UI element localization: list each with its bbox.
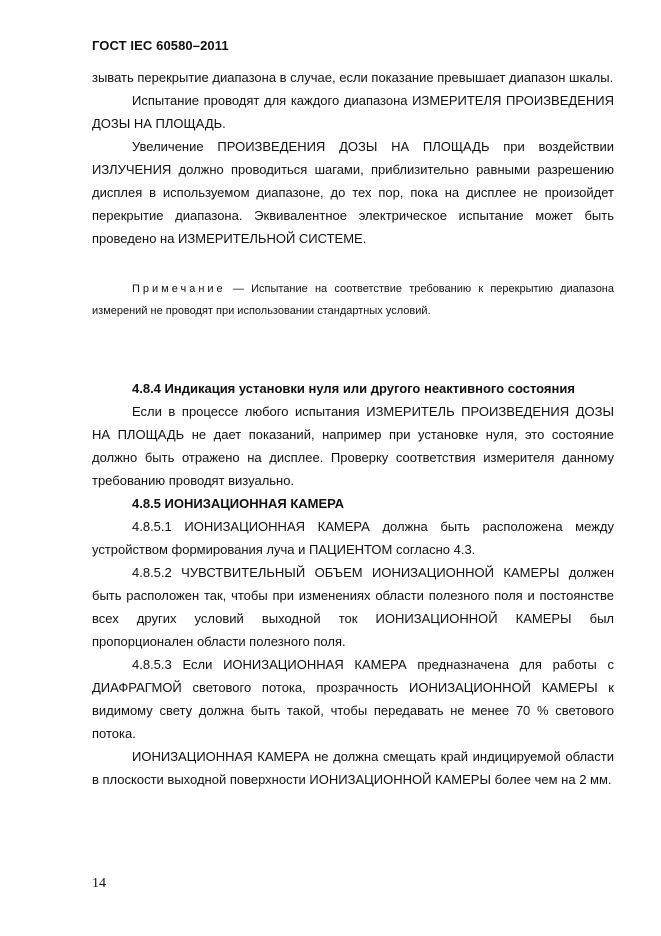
page-number: 14 — [92, 876, 106, 891]
paragraph-4-8-5-3: 4.8.5.3 Если ИОНИЗАЦИОННАЯ КАМЕРА предназначена для работы с ДИАФРАГМОЙ светового потока, прозрачность ИОНИЗАЦИОННОЙ КАМЕРЫ к видимому свету должна быть такой, чтобы передавать не менее 70 % светового потока. — [92, 657, 614, 741]
section-heading-4-8-5: 4.8.5 ИОНИЗАЦИОННАЯ КАМЕРА — [132, 496, 345, 511]
paragraph-continuation: зывать перекрытие диапазона в случае, если показание превышает диапазон шкалы. — [92, 70, 614, 85]
paragraph-4-8-4: Если в процессе любого испытания ИЗМЕРИТЕЛЬ ПРОИЗВЕДЕНИЯ ДОЗЫ НА ПЛОЩАДЬ не дает показаний, например при установке нуля, это состояние должно быть отражено на дисплее. Проверку соответствия измерителя данному требованию проводят визуально. — [92, 404, 614, 488]
paragraph-4-8-5-2: 4.8.5.2 ЧУВСТВИТЕЛЬНЫЙ ОБЪЕМ ИОНИЗАЦИОННОЙ КАМЕРЫ должен быть расположен так, чтобы при изменениях области полезного поля и постоянстве всех других условий выходной ток ИОНИЗАЦИОННОЙ КАМЕРЫ был пропорционален области полезного поля. — [92, 565, 614, 649]
text-block-sections — [92, 377, 614, 791]
note-label: Примечание — [132, 283, 226, 295]
text-block-top — [92, 66, 614, 250]
document-header: ГОСТ IEC 60580–2011 — [92, 38, 229, 53]
paragraph-4-8-5-3-continued: ИОНИЗАЦИОННАЯ КАМЕРА не должна смещать край индицируемой области в плоскости выходной поверхности ИОНИЗАЦИОННОЙ КАМЕРЫ более чем на 2 мм. — [92, 749, 614, 787]
paragraph-4-8-5-1: 4.8.5.1 ИОНИЗАЦИОННАЯ КАМЕРА должна быть расположена между устройством формирования луча и ПАЦИЕНТОМ согласно 4.3. — [92, 519, 614, 557]
note-paragraph — [92, 278, 614, 322]
section-heading-4-8-4: 4.8.4 Индикация установки нуля или другого неактивного состояния — [132, 381, 575, 396]
paragraph-test-each-range: Испытание проводят для каждого диапазона ИЗМЕРИТЕЛЯ ПРОИЗВЕДЕНИЯ ДОЗЫ НА ПЛОЩАДЬ. — [92, 93, 614, 131]
paragraph-increase-dose: Увеличение ПРОИЗВЕДЕНИЯ ДОЗЫ НА ПЛОЩАДЬ при воздействии ИЗЛУЧЕНИЯ должно проводиться шагами, приблизительно равными разрешению дисплея в используемом диапазоне, до тех пор, пока на дисплее не произойдет перекрытие диапазона. Эквивалентное электрическое испытание может быть проведено на ИЗМЕРИТЕЛЬНОЙ СИСТЕМЕ. — [92, 139, 614, 246]
note-text: — Испытание на соответствие требованию к перекрытию диапазона измерений не проводят при использовании стандартных условий. — [92, 283, 614, 317]
